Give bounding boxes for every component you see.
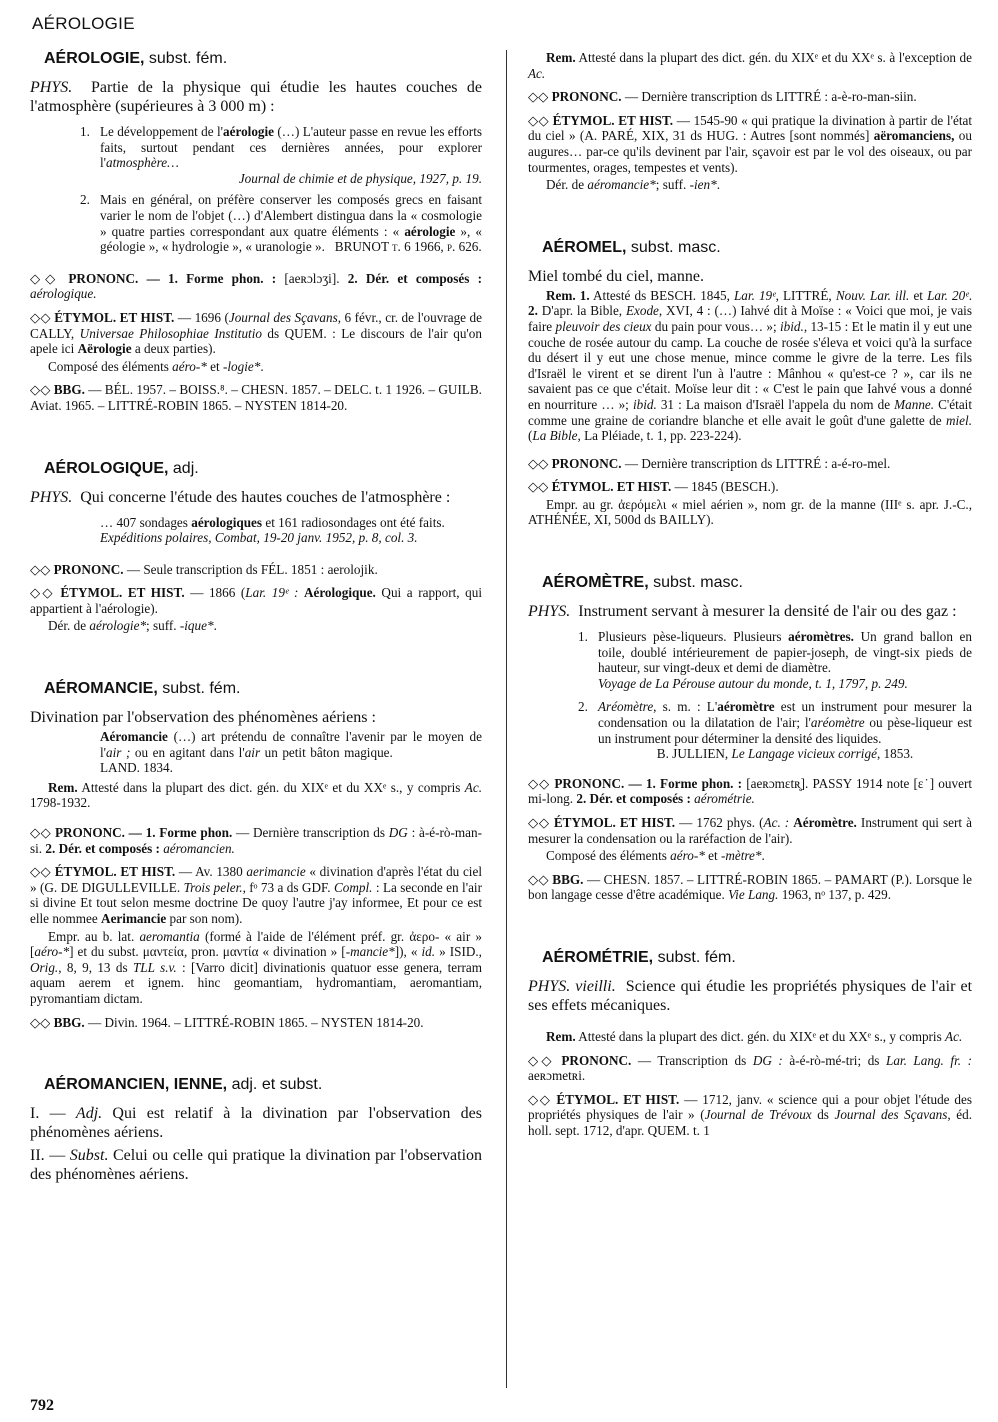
left-column	[30, 50, 482, 1192]
bold-term: aérologiques	[191, 514, 263, 530]
text: : [Varro dicit] divinationis quatuor esse genera, terram aquam aerem et ignem. hinc geomantiam, hydromantiam, aeromantiam, pyromantiam dictam.	[30, 959, 482, 1006]
text: ]), «	[394, 944, 422, 960]
etymologie	[30, 585, 482, 616]
italic-term: Vie Lang.	[728, 887, 779, 903]
text: II. —	[30, 1147, 70, 1165]
right-column	[528, 50, 972, 1147]
headword-aerologique	[44, 460, 482, 478]
text: et 161 radiosondages ont été faits.	[262, 514, 445, 530]
text: ds	[811, 1107, 835, 1123]
italic-term: Nouv. Lar. ill.	[835, 287, 910, 303]
text: Qui est relatif à la divination par l'observation des phénomènes aériens.	[30, 1105, 483, 1142]
italic-term: Ac. :	[763, 815, 794, 830]
text: aeʀɔmetʀi.	[528, 1068, 586, 1084]
headword-aerometrie	[542, 949, 972, 967]
text: Attesté ds BESCH. 1845,	[589, 287, 734, 303]
bold-term: Aërologie	[77, 341, 132, 357]
headword-aeromancie	[44, 680, 482, 698]
text: est un instrument pour mesurer la condensation ou la dilatation de l'air; l'	[598, 699, 972, 731]
bibliographie	[528, 872, 972, 903]
section-label: ◇◇ PRONONC. — 1. Forme phon.	[30, 825, 233, 841]
italic-term: Ac.	[945, 1028, 963, 1044]
text: … 407 sondages	[100, 514, 192, 530]
definition: Divination par l'observation des phénomènes aériens :	[30, 709, 376, 727]
italic-term: La Bible	[532, 428, 578, 444]
section-label: ◇◇ ÉTYMOL. ET HIST.	[30, 864, 176, 880]
text: ou pèse-liqueur est un instrument pour déterminer la densité des liquides.	[598, 715, 972, 746]
section-label: 2. Dér. et composés :	[45, 840, 160, 856]
headword: AÉROMEL,	[542, 238, 627, 256]
definition-text: Science qui étudie les propriétés physiques de l'air et ses effets mécaniques.	[528, 977, 973, 1014]
bold-term: Aerimancie	[101, 911, 167, 926]
remark	[30, 780, 482, 811]
text: — Seule transcription ds FÉL. 1851 : aerolojik.	[123, 561, 378, 577]
text: Qui a rapport, qui appartient à l'aérologie).	[30, 585, 482, 616]
etymologie	[528, 479, 972, 495]
section-label: ◇◇ PRONONC.	[528, 89, 622, 105]
text: (…) L'auteur passe en revue les efforts faits, surtout pendant ces dernières années, pour explorer l'	[100, 124, 482, 171]
bold-term: aérologie	[404, 223, 456, 239]
italic-term: Ac.	[464, 779, 482, 795]
grammar: subst. fém.	[157, 680, 241, 698]
section-label: ◇◇ ÉTYMOL. ET HIST.	[30, 309, 175, 325]
example-number: 1.	[578, 629, 588, 645]
etymologie-derivation	[528, 848, 972, 864]
text: Celui ou celle qui pratique la divination par l'observation des phénomènes aériens.	[30, 1147, 483, 1184]
text: .	[761, 848, 765, 864]
italic-term: air ;	[106, 744, 131, 760]
text: .	[968, 287, 972, 303]
section-label: ◇◇ PRONONC.	[30, 561, 124, 577]
definition-text: Qui concerne l'étude des hautes couches de l'atmosphère :	[80, 488, 451, 506]
italic-term: aéromancie*	[587, 177, 656, 193]
prononciation	[528, 1053, 972, 1084]
etymologie	[528, 815, 972, 846]
italic-term: aéromancien.	[159, 840, 235, 856]
section-label: ◇◇ PRONONC.	[528, 455, 622, 471]
text: et	[704, 848, 721, 864]
text: — 1712, janv. « science qui a pour objet l'étude des propriétés physiques de l'air » (	[528, 1091, 973, 1123]
italic-term: Lar. Lang. fr. :	[885, 1052, 972, 1068]
text: — 1696 (	[174, 309, 229, 325]
italic-term: aéro-*	[34, 944, 70, 960]
italic-term: Compl.	[333, 879, 373, 895]
italic-term: miel.	[945, 412, 972, 428]
example	[100, 729, 482, 776]
text: (	[528, 428, 533, 444]
text: , 8, 9, 13 ds	[58, 959, 133, 975]
text: Mais en général, on préfère conserver les composés grecs en faisant varier le nom de l'objet (…) d'Alembert distingua dans la « cosmologie » quatre parties correspondant aux quatre éléments : «	[100, 192, 482, 239]
headword-aerometre	[542, 574, 972, 592]
text: ] et du subst. μαντεία, pron. μαντία « divination » [	[69, 944, 346, 960]
sense-2	[30, 1146, 482, 1184]
section-label: ◇◇ BBG.	[528, 871, 584, 887]
headword: AÉROLOGIE,	[44, 50, 145, 67]
bold-term: Aéromancie	[100, 729, 168, 745]
prononciation	[30, 271, 482, 302]
section-label: ◇◇ ÉTYMOL. ET HIST.	[30, 585, 185, 601]
text: Le développement de l'	[100, 124, 224, 139]
section-label: ◇◇ ÉTYMOL. ET HIST.	[528, 815, 676, 830]
bold-term: aérologie	[223, 124, 275, 139]
text: ds QUEM. : Le discours de l'air qu'on apele ici	[30, 325, 482, 357]
entry-aeromancien	[30, 1076, 482, 1184]
italic-term: aérométrie.	[690, 791, 755, 807]
text: ; suff.	[655, 177, 690, 193]
section-label: Rem.	[48, 779, 78, 795]
text: — Transcription ds	[631, 1052, 753, 1068]
entry-aerometre	[528, 574, 972, 903]
text: Dér. de	[546, 177, 588, 193]
definition	[528, 977, 972, 1015]
etymologie-derivation	[30, 359, 482, 375]
text: (formé à l'aide de l'élément préf. gr. ἀερο- « air » [	[30, 928, 482, 960]
definition	[30, 78, 482, 116]
italic-term: aérologie*	[89, 618, 147, 634]
text: [aeʀɔmɛtʀ̥]. PASSY 1914 note [ɛ˙] ouvert mi-long.	[528, 775, 972, 807]
text: — 1762 phys. (	[675, 815, 764, 830]
headword-aeromel	[542, 239, 972, 257]
headword: AÉROLOGIQUE,	[44, 459, 169, 477]
italic-term: Lar. 19ᵉ	[733, 287, 776, 303]
text: , 1853.	[876, 746, 914, 762]
italic-term: Orig.	[30, 959, 59, 975]
section-label: ◇◇ BBG.	[30, 1014, 85, 1030]
text: à-é-rò-mé-tri; ds	[782, 1052, 886, 1068]
entry-aeromancien-continued	[528, 50, 972, 193]
grammar: adj. et subst.	[227, 1076, 323, 1094]
italic-term: -mancie*	[345, 944, 395, 960]
text: .	[260, 358, 264, 374]
definition-text: Partie de la physique qui étudie les hautes couches de l'atmosphère (supérieures à 3 000 m) :	[30, 79, 483, 115]
prononciation	[528, 776, 972, 807]
section-label: ◇◇ BBG.	[30, 382, 85, 398]
text: ; suff.	[146, 618, 180, 634]
italic-term: -mètre*	[720, 848, 762, 864]
entry-aeromancie	[30, 680, 482, 1030]
text: — Av. 1380	[175, 864, 247, 880]
italic-term: aréomètre	[810, 715, 865, 731]
italic-term: Lar. 20ᵉ	[927, 287, 969, 303]
section-label: Rem. 1.	[546, 287, 590, 303]
example-2	[578, 699, 972, 762]
italic-term: air	[244, 744, 261, 760]
text: : La seconde en l'air si divine Et tout selon mesme doctrine De quoy l'autre j'ay informee, Et pour ce est elle nommee	[30, 879, 482, 926]
example	[100, 515, 482, 546]
text: », « géologie », « hydrologie », « uranologie ».	[100, 223, 483, 255]
text: : à-é-rò-man-si.	[30, 825, 482, 856]
domain-label: PHYS.	[30, 488, 73, 506]
headword: AÉROMANCIE,	[44, 680, 158, 698]
grammar: subst. masc.	[648, 574, 743, 592]
headword: AÉROMANCIEN, IENNE,	[44, 1076, 228, 1094]
italic-term: aéro-*	[670, 848, 705, 864]
italic-term: DG :	[752, 1052, 783, 1068]
text: [aeʀɔlɔʒi].	[276, 270, 348, 286]
text: a deux parties).	[131, 341, 216, 357]
bibliographie	[30, 1015, 482, 1031]
etymologie-derivation	[30, 618, 482, 634]
text: — Dernière transcription ds LITTRÉ : a-é-ro-mel.	[621, 455, 891, 471]
page-number: 792	[30, 1397, 54, 1414]
example-source: Expéditions polaires, Combat, 19-20 janv. 1952, p. 8, col. 3.	[100, 530, 418, 546]
text: Dér. de	[48, 618, 90, 634]
section-label: ◇◇ PRONONC. — 1. Forme phon. :	[528, 775, 743, 791]
italic-term: -logie*	[222, 358, 261, 374]
section-label: Rem.	[546, 50, 576, 65]
italic-term: Adj.	[75, 1105, 103, 1123]
italic-term: ibid.	[632, 396, 657, 412]
italic-term: pleuvoir des cieux	[555, 318, 652, 334]
text: Attesté dans la plupart des dict. gén. du XIXᵉ et du XXᵉ s., y compris	[77, 779, 465, 795]
section-label: 2. Dér. et composés :	[576, 791, 691, 807]
headword-aerologie	[44, 50, 482, 68]
text: — Divin. 1964. – LITTRÉ-ROBIN 1865. – NYSTEN 1814-20.	[84, 1014, 424, 1030]
definition: Miel tombé du ciel, manne.	[528, 267, 704, 285]
text: ou en agitant dans l'	[130, 744, 245, 760]
bold-term: Aérologique.	[303, 585, 376, 601]
text: Attesté dans la plupart des dict. gén. du XIXᵉ et du XXᵉ s. à l'exception de	[575, 50, 972, 65]
text: Instrument qui sert à mesurer la condensation ou la raréfaction de l'air).	[528, 815, 972, 846]
text: 31 : La maison d'Israël l'appela du nom de	[656, 396, 895, 412]
grammar: adj.	[168, 459, 199, 477]
italic-term: aéro-*	[172, 358, 207, 374]
italic-term: Journal des Sçavans	[228, 309, 338, 325]
example-source	[598, 746, 972, 762]
etymologie-emprunt: Empr. au gr. ἀερόμελι « miel aérien », nom gr. de la manne (IIIᵉ s. apr. J.-C., ATHÉNÉE, XI, 500d ds BAILLY).	[528, 496, 972, 528]
italic-term: Trois peler.	[183, 879, 243, 895]
italic-term: Le Langage vicieux corrigé	[731, 746, 877, 762]
entry-aerologique	[30, 460, 482, 635]
prononciation	[30, 562, 482, 578]
etymologie-derivation	[528, 177, 972, 193]
text: « divination d'après l'état du ciel » (G. DE DIGULLEVILLE.	[30, 864, 482, 895]
remark	[528, 288, 972, 444]
italic-term: atmosphère…	[106, 155, 179, 171]
text: et	[206, 358, 223, 374]
domain-label: PHYS.	[528, 603, 571, 621]
text: » ISID.,	[435, 944, 482, 960]
bold-term: aéromètres.	[788, 629, 854, 645]
text: Attesté dans la plupart des dict. gén. du XIXᵉ et du XXᵉ s., y compris	[575, 1028, 946, 1044]
italic-term: -ique*	[179, 618, 214, 634]
section-label: 2. Dér. et composés :	[347, 270, 483, 286]
italic-term: Journal des Sçavans	[834, 1107, 948, 1123]
text: C'était comme une graine de coriandre blanche et elle avait le goût d'une galette de	[528, 396, 973, 428]
example-number: 1.	[80, 124, 90, 139]
section-label: 2.	[528, 303, 538, 319]
text: Composé des éléments	[48, 358, 173, 374]
text: , s. m. : L'	[653, 699, 718, 715]
italic-term: Subst.	[69, 1147, 109, 1165]
text: (…) art prétendu de connaître l'avenir par le moyen de l'	[100, 729, 482, 760]
remark	[528, 1029, 972, 1045]
etymologie	[528, 1092, 972, 1139]
text: , 13-15 : Et le matin il y eut une couche de rosée autour du camp. La couche de rosée s'éleva et voici qu'à la surface du désert il y eut une chose menue, mince comme le givre de la terre. Les fils d'Israël le virent et se dirent l'un à l'autre : Mânhou « qu'est-ce ? », car ils ne savaient pas ce que c'était. Moïse leur dit : « C'est le pain que Iahvé vous a donné en nourriture … »;	[528, 318, 972, 412]
etymologie	[30, 310, 482, 357]
grammar: subst. masc.	[626, 238, 721, 256]
text: par son nom).	[166, 911, 243, 926]
etymologie	[30, 864, 482, 926]
example-number: 2.	[578, 699, 588, 715]
example-source: Voyage de La Pérouse autour du monde, t. 1, 1797, p. 249.	[598, 675, 908, 691]
italic-term: TLL s.v.	[132, 959, 177, 975]
italic-term: Ac.	[528, 65, 546, 81]
italic-term: Manne.	[894, 396, 935, 412]
text: Composé des éléments	[546, 848, 671, 864]
bold-term: Aéromètre.	[793, 815, 857, 830]
definition	[528, 602, 972, 621]
italic-term: aérologique.	[30, 286, 97, 302]
bold-term: aëromanciens,	[873, 128, 955, 144]
text: — CHESN. 1857. – LITTRÉ-ROBIN 1865. – PAMART (P.). Lorsque le bon langage cesse d'être académique.	[528, 871, 972, 903]
text: — 1845 (BESCH.).	[671, 479, 779, 495]
text: du pain pour vous… »;	[651, 318, 781, 334]
column-rule	[506, 50, 507, 1388]
entry-aerologie	[30, 50, 482, 414]
section-label: ◇◇ ÉTYMOL. ET HIST.	[528, 112, 674, 128]
bold-term: aéromètre	[717, 699, 775, 715]
example-1	[80, 124, 482, 186]
text: .	[716, 177, 720, 193]
domain-label: PHYS.	[30, 79, 73, 96]
section-label: Rem.	[546, 1028, 576, 1044]
definition-text: Instrument servant à mesurer la densité de l'air ou des gaz :	[578, 603, 957, 621]
italic-term: Exode	[625, 303, 659, 319]
text: — 1545-90 « qui pratique la divination à partir de l'état du ciel » (A. PARÉ, XIX, 31 ds HUG. : Autres [sont nommés]	[528, 112, 972, 144]
italic-term: aeromantia	[139, 928, 200, 944]
example-source: BRUNOT t. 6 1966, p. 626.	[334, 239, 482, 255]
section-label: ◇◇ ÉTYMOL. ET HIST.	[528, 479, 672, 495]
text: , XVI, 4 : (…) Iahvé dit à Moïse : « Voici que moi, je vais faire	[528, 303, 972, 334]
source-text: Journal de chimie et de physique, 1927, p. 19.	[238, 170, 482, 186]
grammar: subst. fém.	[144, 50, 228, 67]
text: D'apr. la Bible,	[537, 303, 626, 319]
italic-term: Universae Philosophiae Institutio	[79, 325, 262, 341]
prononciation	[30, 825, 482, 856]
text: , La Pléiade, t. 1, pp. 223-224).	[577, 428, 742, 444]
example-number: 2.	[80, 192, 90, 208]
italic-term: DG	[388, 825, 408, 841]
text: ou augures… par-ce qu'ils devinent par l'air, sçavoir est par le vol des oiseaux, ou par tourmentes, orages, tempestes et vents).	[528, 128, 972, 175]
text: .	[213, 618, 217, 634]
italic-term: Journal de Trévoux	[704, 1107, 812, 1123]
section-label: ◇◇ PRONONC.	[528, 1052, 632, 1068]
prononciation	[528, 89, 972, 105]
text: 1963, nᵒ 137, p. 429.	[778, 887, 892, 903]
text: un petit bâton magique.	[260, 744, 393, 760]
headword: AÉROMÉTRIE,	[542, 948, 654, 966]
sense-1	[30, 1104, 482, 1142]
entry-aeromel	[528, 239, 972, 528]
text: , fᵒ 73 a ds GDF.	[242, 879, 334, 895]
text: — BÉL. 1957. – BOISS.⁸. – CHESN. 1857. – DELC. t. 1 1926. – GUILB. Aviat. 1965. – LITTRÉ-ROBIN 1865. – NYSTEN 1814-20.	[30, 382, 482, 413]
running-head: AÉROLOGIE	[32, 14, 135, 33]
example-2	[80, 192, 483, 255]
text: — Dernière transcription ds LITTRÉ : a-è-ro-man-siin.	[621, 89, 917, 105]
remark	[528, 50, 972, 81]
italic-term: aerimancie	[246, 864, 306, 880]
italic-term: id.	[421, 944, 436, 960]
definition	[30, 488, 482, 507]
bibliographie	[30, 382, 482, 413]
domain-label: PHYS. vieilli.	[528, 977, 616, 995]
italic-term: -ien*	[689, 177, 717, 193]
example-1	[578, 629, 972, 691]
text: et	[909, 287, 928, 303]
text: , éd. holl. sept. 1712, d'apr. QUEM. t. 1	[528, 1107, 972, 1138]
grammar: subst. fém.	[653, 948, 736, 966]
text: — Dernière transcription ds	[232, 825, 389, 841]
italic-term: ibid.	[780, 318, 804, 334]
italic-term: Lar. 19ᵉ :	[245, 585, 304, 601]
prononciation	[528, 456, 972, 472]
section-label: ◇◇ ÉTYMOL. ET HIST.	[528, 1091, 680, 1107]
etymologie	[528, 113, 972, 175]
text: I. —	[30, 1105, 76, 1123]
etymologie-emprunt	[30, 929, 482, 1007]
headword: AÉROMÈTRE,	[542, 574, 649, 592]
headword-aeromancien	[44, 1076, 482, 1094]
example-source	[100, 171, 482, 187]
text: Un grand ballon en toile, doublé intérieurement de papier-joseph, de vingt-six pieds de hauteur, sur vingt-deux et demi de diamètre.	[598, 629, 972, 676]
text: Plusieurs pèse-liqueurs. Plusieurs	[598, 629, 789, 645]
entry-aerometrie	[528, 949, 972, 1139]
section-label: ◇◇ PRONONC. — 1. Forme phon. :	[30, 270, 277, 286]
text: 1798-1932.	[30, 795, 91, 811]
italic-term: Aréomètre	[598, 699, 654, 715]
text: , LITTRÉ,	[775, 287, 836, 303]
text: Empr. au b. lat.	[48, 928, 140, 944]
example-source: LAND. 1834.	[100, 760, 173, 776]
text: , 6 févr., cr. de l'ouvrage de CALLY,	[30, 309, 482, 341]
text: B. JULLIEN,	[656, 746, 732, 762]
text: — 1866 (	[184, 585, 246, 601]
